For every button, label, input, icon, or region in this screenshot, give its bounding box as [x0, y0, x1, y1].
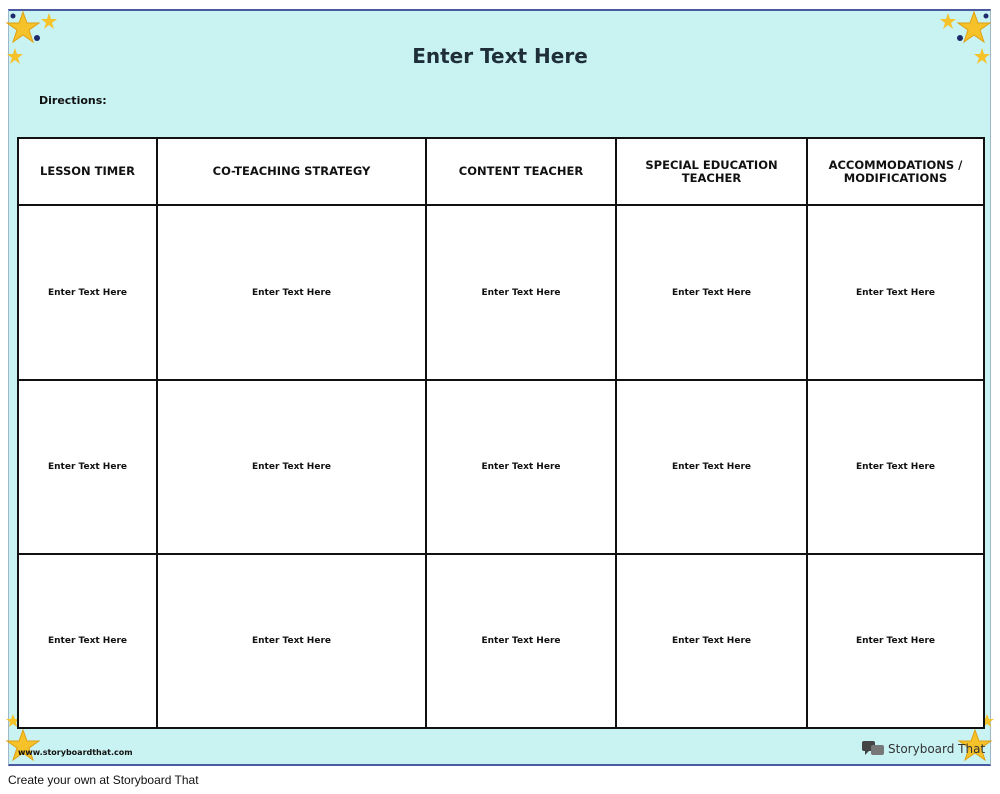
storyboardthat-logo-watermark — [862, 741, 985, 757]
directions-label[interactable]: Directions: — [39, 94, 107, 107]
table-cell[interactable]: Enter Text Here — [806, 204, 985, 381]
table-cell[interactable]: Enter Text Here — [156, 379, 427, 555]
watermark-brand-text: Storyboard That — [888, 742, 986, 756]
header-lesson-timer[interactable]: LESSON TIMER — [17, 137, 158, 206]
table-cell[interactable]: Enter Text Here — [156, 553, 427, 729]
table-cell[interactable]: Enter Text Here — [425, 553, 617, 729]
table-cell[interactable]: Enter Text Here — [17, 379, 158, 555]
footer-credit[interactable]: Create your own at Storyboard That — [8, 773, 199, 787]
table-cell[interactable]: Enter Text Here — [806, 379, 985, 555]
table-cell[interactable]: Enter Text Here — [156, 204, 427, 381]
table-cell[interactable]: Enter Text Here — [425, 204, 617, 381]
header-special-education-teacher[interactable]: SPECIAL EDUCATION TEACHER — [615, 137, 808, 206]
table-cell[interactable]: Enter Text Here — [615, 204, 808, 381]
table-cell[interactable]: Enter Text Here — [17, 204, 158, 381]
header-content-teacher[interactable]: CONTENT TEACHER — [425, 137, 617, 206]
header-accommodations-modifications[interactable]: ACCOMMODATIONS / MODIFICATIONS — [806, 137, 985, 206]
table-cell[interactable]: Enter Text Here — [806, 553, 985, 729]
worksheet-title[interactable]: Enter Text Here — [412, 44, 588, 68]
table-cell[interactable]: Enter Text Here — [615, 379, 808, 555]
table-cell[interactable]: Enter Text Here — [615, 553, 808, 729]
speech-bubbles-icon — [862, 741, 884, 757]
table-cell[interactable]: Enter Text Here — [17, 553, 158, 729]
header-co-teaching-strategy[interactable]: CO-TEACHING STRATEGY — [156, 137, 427, 206]
table-cell[interactable]: Enter Text Here — [425, 379, 617, 555]
storyboardthat-url-watermark: www.storyboardthat.com — [18, 748, 133, 757]
